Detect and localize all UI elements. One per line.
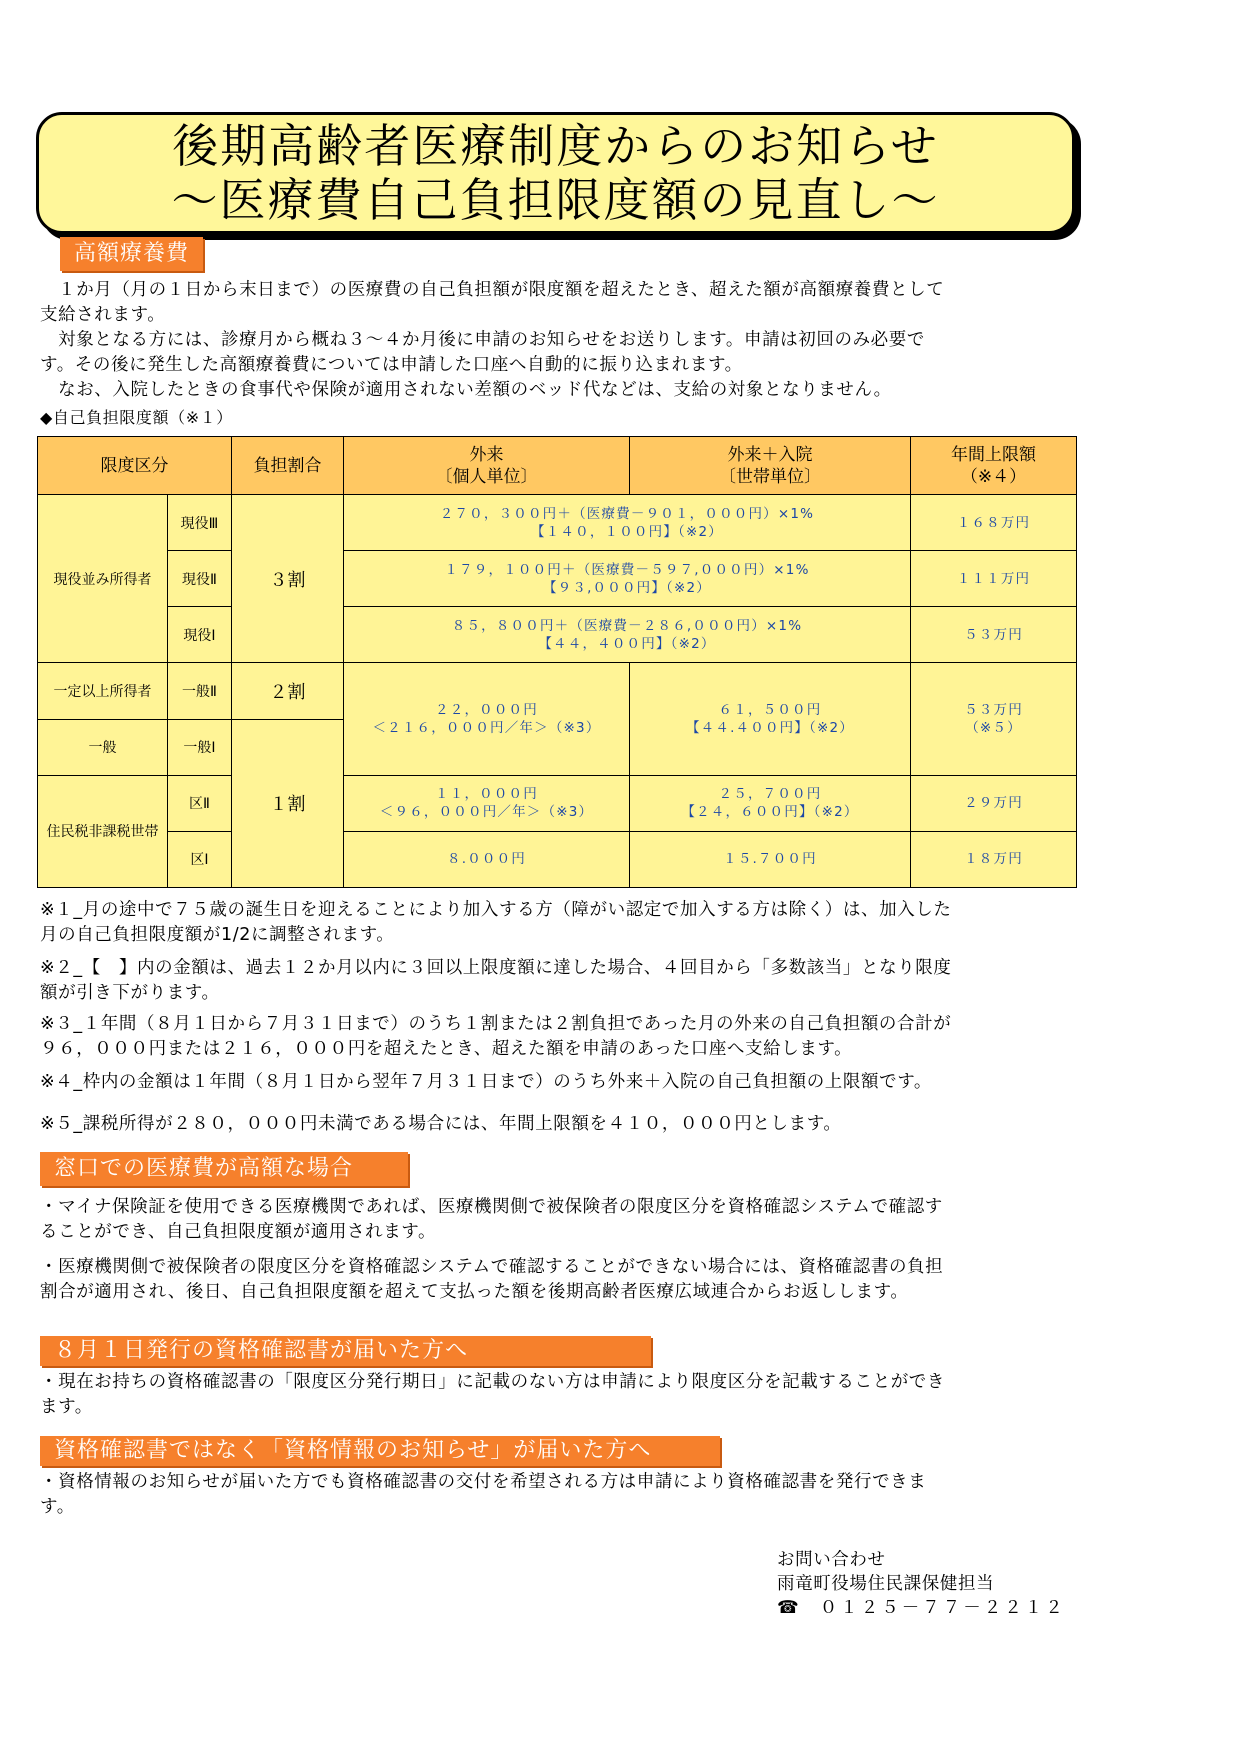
ku2-out-l1: １１，０００円: [435, 786, 538, 803]
ratio-3: ３割: [232, 495, 344, 663]
general-outpatient: [344, 663, 630, 775]
madoguchi-b2-line2: 割合が適用され、後日、自己負担限度額を超えて支払った額を後期高齢者医療広域連合からお返しします。: [40, 1282, 909, 1302]
general-both-l2: 【４４.４００円】（※2）: [685, 720, 855, 737]
header-outpatient-inpatient: [630, 437, 911, 495]
aug1-line2: ます。: [40, 1397, 93, 1417]
madoguchi-b2-line1: ・医療機関側で被保険者の限度区分を資格確認システムで確認することができない場合には、資格確認書の負担: [40, 1257, 944, 1277]
table-row: [38, 607, 1077, 663]
header-annual-l2: （※４）: [960, 466, 1027, 487]
table-caption: ◆自己負担限度額（※１）: [40, 408, 233, 427]
contact-block: [777, 1548, 1066, 1620]
madoguchi-bullet-1: [40, 1195, 1080, 1245]
ku2-both-l1: ２５，７００円: [718, 786, 822, 803]
ku1-annual: １８万円: [911, 831, 1077, 887]
shikaku-info-bullet: [40, 1470, 1080, 1520]
active3-many: 【１４０，１００円】（※2）: [531, 523, 723, 540]
general-both: [630, 663, 911, 775]
intro-p2-line2: す。その後に発生した高額療養費については申請した口座へ自動的に振り込まれます。: [40, 355, 743, 375]
ku2-out-l2: ＜９６，０００円／年＞（※3）: [379, 804, 594, 821]
intro-p3: なお、入院したときの食事代や保険が適用されない差額のベッド代などは、支給の対象となりません。: [40, 380, 892, 400]
general-out-l1: ２２，０００円: [435, 702, 538, 719]
general-annual-l1: ５３万円: [964, 702, 1023, 719]
contact-phone: ０１２５－７７－２２１２: [819, 1598, 1066, 1618]
header-category: 限度区分: [38, 437, 232, 495]
sub-general1: 一般Ⅰ: [168, 719, 232, 775]
active1-amount: [344, 607, 911, 663]
ratio-1: １割: [232, 719, 344, 887]
ratio-2: ２割: [232, 663, 344, 719]
title-banner: [36, 112, 1075, 234]
ku2-both-l2: 【２４，６００円】（※2）: [681, 804, 859, 821]
note-3: [40, 1012, 1080, 1062]
active2-formula: １７９，１００円＋（医療費－５９７,０００円）×1%: [444, 561, 810, 578]
sub-general2: 一般Ⅱ: [168, 663, 232, 719]
header-outpatient-l1: 外来: [469, 444, 504, 465]
madoguchi-bullet-2: [40, 1255, 1080, 1305]
sub-active1: 現役Ⅰ: [168, 607, 232, 663]
header-annual-l1: 年間上限額: [951, 444, 1036, 465]
ku2-both: [630, 775, 911, 831]
note-2: [40, 956, 1080, 1006]
note-3-line1: ※３_１年間（８月１日から７月３１日まで）のうち１割または２割負担であった月の外来の自己負担額の合計が: [40, 1014, 952, 1034]
note-1-line1: ※１_月の途中で７５歳の誕生日を迎えることにより加入する方（障がい認定で加入する方は除く）は、加入した: [40, 900, 952, 920]
note-5: ※５_課税所得が２８０，０００円未満である場合には、年間上限額を４１０，０００円とします。: [40, 1114, 842, 1134]
ku1-outpatient: ８.０００円: [344, 831, 630, 887]
aug1-line1: ・現在お持ちの資格確認書の「限度区分発行期日」に記載のない方は申請により限度区分を記載することができ: [40, 1372, 945, 1392]
active1-annual: ５３万円: [911, 607, 1077, 663]
table-row: [38, 495, 1077, 551]
table-row: [38, 831, 1077, 887]
note-1-line2: 月の自己負担限度額が1/2に調整されます。: [40, 925, 395, 945]
title-line-2: ～医療費自己負担限度額の見直し～: [171, 173, 940, 227]
header-outpatient: [344, 437, 630, 495]
note-2-line2: 額が引き下がります。: [40, 983, 220, 1003]
active3-annual: １６８万円: [911, 495, 1077, 551]
table-row: [38, 663, 1077, 719]
ku1-both: １５.７００円: [630, 831, 911, 887]
active2-many: 【９３,０００円】（※2）: [542, 579, 712, 596]
general-out-l2: ＜２１６，０００円／年＞（※3）: [372, 720, 601, 737]
note-1: [40, 898, 1080, 948]
active2-amount: [344, 551, 911, 607]
note-3-line2: ９６，０００円または２１６，０００円を超えたとき、超えた額を申請のあった口座へ支給します。: [40, 1039, 853, 1059]
note-2-line1: ※２_【 】内の金額は、過去１２か月以内に３回以上限度額に達した場合、４回目から「多数該当」となり限度: [40, 958, 952, 978]
section-header-aug1: ８月１日発行の資格確認書が届いた方へ: [40, 1336, 651, 1366]
header-outpatient-l2: 〔個人単位〕: [435, 466, 538, 487]
table-header-row: [38, 437, 1077, 495]
ku2-outpatient: [344, 775, 630, 831]
madoguchi-b1-line1: ・マイナ保険証を使用できる医療機関であれば、医療機関側で被保険者の限度区分を資格確認システムで確認す: [40, 1197, 943, 1217]
group-fixed: 一定以上所得者: [38, 663, 168, 719]
section-header-kogaku: 高額療養費: [60, 237, 203, 271]
note-4: ※４_枠内の金額は１年間（８月１日から翌年７月３１日まで）のうち外来＋入院の自己負担額の上限額です。: [40, 1072, 933, 1092]
aug1-bullet: [40, 1370, 1080, 1420]
active2-annual: １１１万円: [911, 551, 1077, 607]
shikaku-info-line2: す。: [40, 1497, 75, 1517]
active1-many: 【４４，４００円】（※2）: [538, 635, 716, 652]
section-header-shikaku-info: 資格確認書ではなく「資格情報のお知らせ」が届いた方へ: [40, 1436, 720, 1466]
general-both-l1: ６１，５００円: [718, 702, 822, 719]
section-header-madoguchi: 窓口での医療費が高額な場合: [40, 1152, 408, 1186]
general-annual-l2: （※５）: [965, 720, 1022, 737]
sub-active3: 現役Ⅲ: [168, 495, 232, 551]
intro-p1-line1: １か月（月の１日から末日まで）の医療費の自己負担額が限度額を超えたとき、超えた額が高額療養費として: [40, 280, 945, 300]
intro-p1-line2: 支給されます。: [40, 305, 166, 325]
header-annual: [911, 437, 1077, 495]
intro-p2-line1: 対象となる方には、診療月から概ね３～４か月後に申請のお知らせをお送りします。申請は初回のみ必要で: [40, 330, 925, 350]
sub-ku2: 区Ⅱ: [168, 775, 232, 831]
group-general: 一般: [38, 719, 168, 775]
table-row: [38, 775, 1077, 831]
limit-table: [37, 436, 1077, 888]
active3-amount: [344, 495, 911, 551]
ku2-annual: ２９万円: [911, 775, 1077, 831]
header-ratio: 負担割合: [232, 437, 344, 495]
general-annual: [911, 663, 1077, 775]
title-line-1: 後期高齢者医療制度からのお知らせ: [172, 119, 939, 173]
sub-ku1: 区Ⅰ: [168, 831, 232, 887]
group-active: 現役並み所得者: [38, 495, 168, 663]
contact-office: 雨竜町役場住民課保健担当: [777, 1574, 995, 1594]
contact-phone-row: [777, 1596, 1066, 1620]
contact-label: お問い合わせ: [777, 1550, 886, 1570]
shikaku-info-line1: ・資格情報のお知らせが届いた方でも資格確認書の交付を希望される方は申請により資格確認書を発行できま: [40, 1472, 927, 1492]
active3-formula: ２７０，３００円＋（医療費－９０１，０００円）×1%: [439, 505, 815, 522]
table-row: [38, 551, 1077, 607]
intro-text: [40, 278, 1080, 403]
header-both-l2: 〔世帯単位〕: [719, 466, 821, 487]
sub-active2: 現役Ⅱ: [168, 551, 232, 607]
madoguchi-b1-line2: ることができ、自己負担限度額が適用されます。: [40, 1222, 437, 1242]
group-exempt: 住民税非課税世帯: [38, 775, 168, 887]
header-both-l1: 外来＋入院: [727, 444, 813, 465]
phone-icon: ☎: [777, 1598, 800, 1618]
active1-formula: ８５，８００円＋（医療費－２８６,０００円）×1%: [451, 617, 803, 634]
